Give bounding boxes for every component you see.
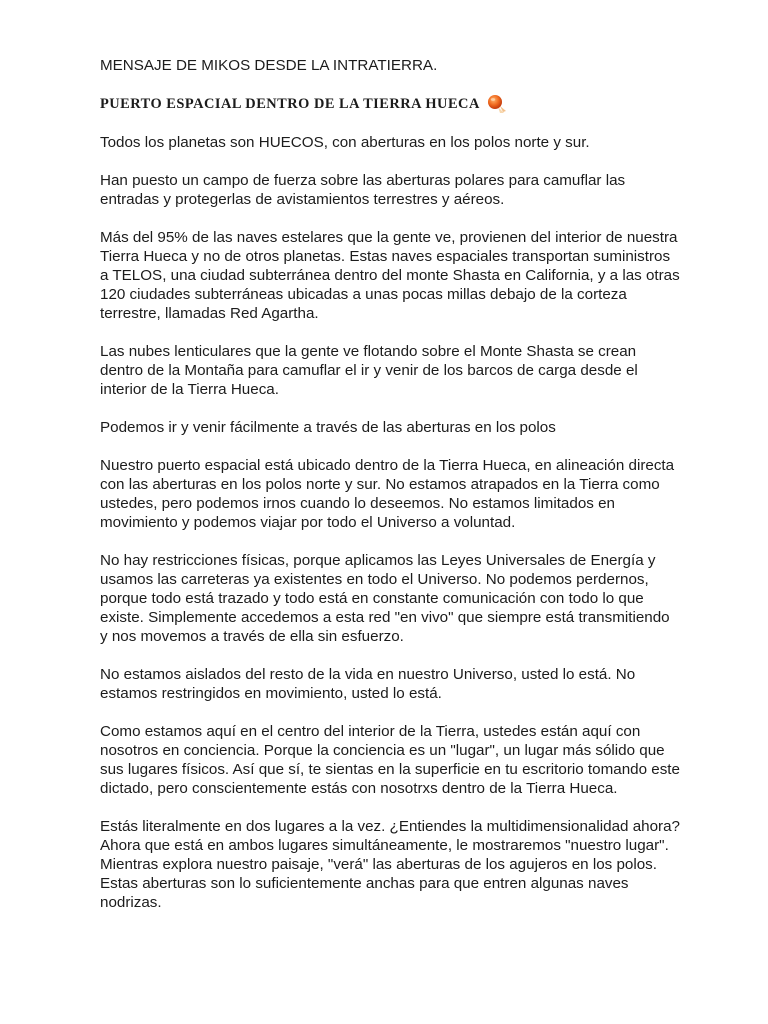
paragraph: Todos los planetas son HUECOS, con aberturas en los polos norte y sur.	[100, 134, 590, 151]
paragraph: Nuestro puerto espacial está ubicado dentro de la Tierra Hueca, en alineación directa con las aberturas en los polos norte y sur. No estamos atrapados en la Tierra como ustedes, pero podemos irnos cuando lo deseemos. No estamos limitados en movimiento y podemos viajar por todo el Universo a voluntad.	[100, 457, 675, 531]
paragraph: Más del 95% de las naves estelares que la gente ve, provienen del interior de nuestra Tierra Hueca y no de otros planetas. Estas naves espaciales transportan suministros a TELOS, una ciudad subterránea dentro del monte Shasta en California, y a las otras 120 ciudades subterráneas ubicadas a unas pocas millas debajo de la corteza terrestre, llamadas Red Agartha.	[100, 229, 680, 322]
paragraph: No estamos aislados del resto de la vida en nuestro Universo, usted lo está. No estamos restringidos en movimiento, usted lo está.	[100, 666, 636, 702]
paragraph: Podemos ir y venir fácilmente a través de las aberturas en los polos	[100, 419, 556, 436]
paragraph: Las nubes lenticulares que la gente ve flotando sobre el Monte Shasta se crean dentro de la Montaña para camuflar el ir y venir de los barcos de carga desde el interior de la Tierra Hueca.	[100, 343, 638, 398]
document-heading: MENSAJE DE MIKOS DESDE LA INTRATIERRA.	[100, 57, 438, 74]
paragraph: Han puesto un campo de fuerza sobre las aberturas polares para camuflar las entradas y protegerlas de avistamientos terrestres y aéreos.	[100, 172, 626, 208]
paragraph: Como estamos aquí en el centro del interior de la Tierra, ustedes están aquí con nosotros en conciencia. Porque la conciencia es un "lugar", un lugar más sólido que sus lugares físicos. Así que sí, te sientas en la superficie en tu escritorio tomando este dictado, pero conscientemente estás con nosotrxs dentro de la Tierra Hueca.	[100, 723, 680, 797]
subheading-text: PUERTO ESPACIAL DENTRO DE LA TIERRA HUECA	[100, 95, 480, 112]
paragraph: Estás literalmente en dos lugares a la vez. ¿Entiendes la multidimensionalidad ahora? Ahora que está en ambos lugares simultáneamente, le mostraremos "nuestro lugar". Mientras explora nuestro paisaje, "verá" las aberturas de los agujeros en los polos. Estas aberturas son lo suficientemente anchas para que entren algunas naves nodrizas.	[100, 818, 680, 911]
document-subheading	[100, 94, 680, 114]
rocket-icon	[486, 94, 508, 114]
paragraph: No hay restricciones físicas, porque aplicamos las Leyes Universales de Energía y usamos las carreteras ya existentes en todo el Universo. No podemos perdernos, porque todo está trazado y todo está en constante comunicación con todo lo que existe. Simplemente accedemos a esta red "en vivo" que siempre está transmitiendo y nos movemos a través de ella sin esfuerzo.	[100, 552, 670, 645]
document-page	[100, 56, 680, 912]
